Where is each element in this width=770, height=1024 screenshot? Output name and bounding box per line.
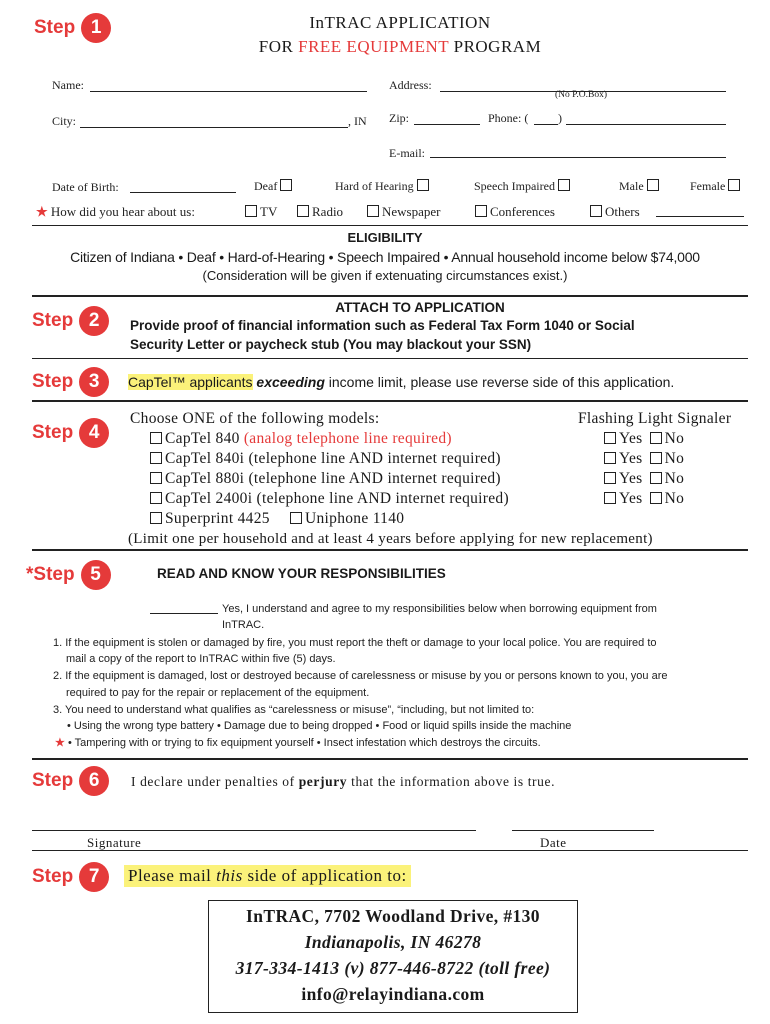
model-checkbox[interactable] [150, 492, 162, 504]
responsibility-1a: 1. If the equipment is stolen or damaged by fire, you must report the theft or damage to your local police. You are required to [53, 637, 657, 649]
address-label: Address: [389, 78, 432, 92]
model-name: CapTel 840i [165, 450, 245, 467]
others-checkbox[interactable] [590, 205, 602, 217]
step-label: *Step [26, 564, 75, 585]
female-checkbox[interactable] [728, 179, 740, 191]
conferences-label: Conferences [490, 204, 555, 219]
model-note: (telephone line AND internet required) [244, 450, 501, 467]
step-label: Step [32, 310, 74, 331]
signaler-no[interactable]: No [650, 490, 685, 507]
divider [32, 850, 748, 851]
signaler-options [604, 429, 684, 509]
step-number: 3 [79, 367, 109, 397]
model-name: Uniphone 1140 [305, 510, 405, 527]
male-checkbox[interactable] [647, 179, 659, 191]
responsibility-1b: mail a copy of the report to InTRAC within five (5) days. [66, 653, 336, 665]
radio-label: Radio [312, 204, 344, 219]
phone-number-field[interactable] [566, 124, 726, 125]
divider [32, 758, 748, 760]
others-field[interactable] [656, 216, 744, 217]
dob-field[interactable] [130, 192, 236, 193]
tv-label: TV [260, 204, 278, 219]
responsibility-3-bullets-2: • Tampering with or trying to fix equipment yourself • Insect infestation which destroys the circuits. [67, 737, 541, 749]
yes-checkbox[interactable] [604, 432, 616, 444]
step-1-badge [34, 13, 111, 43]
step-3-text [128, 374, 674, 390]
tv-option[interactable] [245, 204, 277, 220]
newspaper-option[interactable] [367, 204, 440, 220]
name-field[interactable] [90, 91, 367, 92]
responsibility-3-bullets-1: • Using the wrong type battery • Damage due to being dropped • Food or liquid spills inside the machine [67, 720, 572, 732]
step-number: 6 [79, 766, 109, 796]
dob-label: Date of Birth: [52, 180, 119, 194]
mailing-address-box [208, 900, 578, 1013]
eligibility-heading: ELIGIBILITY [347, 230, 423, 245]
model-checkbox[interactable] [150, 512, 162, 524]
step-7-badge [32, 862, 109, 892]
model-checkbox[interactable] [290, 512, 302, 524]
responsibilities-heading: READ AND KNOW YOUR RESPONSIBILITIES [157, 566, 446, 581]
model-note: (analog telephone line required) [239, 430, 452, 447]
form-title [170, 11, 630, 59]
male-label: Male [619, 179, 644, 193]
phone-area-code-field[interactable] [534, 124, 558, 125]
city-field[interactable] [80, 127, 348, 128]
speech-impaired-checkbox[interactable] [558, 179, 570, 191]
name-label: Name: [52, 78, 84, 92]
signaler-no[interactable]: No [650, 430, 685, 447]
model-note: (telephone line AND internet required) [252, 490, 509, 507]
male-option[interactable] [619, 179, 662, 194]
phone-label: Phone: ( [488, 111, 529, 125]
radio-option[interactable] [297, 204, 343, 220]
no-checkbox[interactable] [650, 492, 662, 504]
newspaper-checkbox[interactable] [367, 205, 379, 217]
agreement-text-line-1: Yes, I understand and agree to my responsibilities below when borrowing equipment from [222, 603, 657, 615]
models-heading: Choose ONE of the following models: [130, 410, 380, 427]
step-5-badge [26, 560, 111, 590]
responsibility-3: 3. You need to understand what qualifies as “carelessness or misuse”, “including, but not limited to: [53, 704, 535, 716]
step-label: Step [32, 770, 74, 791]
eligibility-criteria: Citizen of Indiana • Deaf • Hard-of-Hearing • Speech Impaired • Annual household income below $74,000 [70, 249, 700, 265]
signaler-row [604, 429, 684, 449]
female-label: Female [690, 179, 726, 193]
radio-checkbox[interactable] [297, 205, 309, 217]
step-6-badge [32, 766, 109, 796]
city-label: City: [52, 114, 77, 128]
address-email[interactable]: info@relayindiana.com [301, 984, 485, 1004]
model-option-captel-2400i[interactable] [150, 489, 509, 509]
conferences-checkbox[interactable] [475, 205, 487, 217]
captel-applicants-highlight: CapTel™ applicants [128, 374, 253, 390]
signaler-yes[interactable]: Yes [604, 450, 642, 467]
address-line-1: InTRAC, 7702 Woodland Drive, #130 [246, 906, 540, 926]
hard-of-hearing-label: Hard of Hearing [335, 179, 414, 193]
date-field[interactable] [512, 830, 654, 831]
attach-heading: ATTACH TO APPLICATION [335, 300, 505, 315]
agreement-initials-field[interactable] [150, 613, 218, 614]
replacement-limit-note: (Limit one per household and at least 4 years before applying for new replacement) [128, 531, 653, 547]
model-checkbox[interactable] [150, 472, 162, 484]
zip-label: Zip: [389, 111, 409, 125]
step-3-rest: income limit, please use reverse side of this application. [324, 374, 675, 390]
speech-impaired-option[interactable] [474, 179, 573, 194]
model-name: CapTel 840 [165, 430, 240, 447]
divider [32, 400, 748, 402]
state-label: , IN [348, 114, 367, 128]
step-number: 1 [81, 13, 111, 43]
eligibility-note: (Consideration will be given if extenuating circumstances exist.) [202, 268, 568, 283]
step-number: 4 [79, 418, 109, 448]
yes-checkbox[interactable] [604, 492, 616, 504]
deaf-checkbox[interactable] [280, 179, 292, 191]
female-option[interactable] [690, 179, 743, 194]
signaler-no[interactable]: No [650, 470, 685, 487]
model-option-captel-840i[interactable] [150, 449, 509, 469]
model-name: Superprint 4425 [165, 510, 270, 527]
email-label: E-mail: [389, 146, 425, 160]
star-icon: ★ [55, 737, 65, 749]
step-number: 5 [81, 560, 111, 590]
step-label: Step [34, 17, 76, 38]
no-po-box-note: (No P.O.Box) [555, 90, 607, 100]
responsibility-2b: required to pay for the repair or replacement of the equipment. [66, 687, 370, 699]
exceeding-emphasis: exceeding [256, 374, 325, 390]
address-phone: 317-334-1413 (v) 877-446-8722 (toll free) [235, 958, 551, 978]
hear-about-label: How did you hear about us: [50, 204, 195, 219]
agreement-text-line-2: InTRAC. [222, 619, 265, 631]
deaf-option[interactable] [254, 179, 295, 194]
signaler-yes[interactable]: Yes [604, 470, 642, 487]
divider [32, 295, 748, 297]
hard-of-hearing-checkbox[interactable] [417, 179, 429, 191]
model-checkbox[interactable] [150, 432, 162, 444]
no-checkbox[interactable] [650, 452, 662, 464]
hear-about-row [36, 204, 195, 220]
divider [32, 358, 748, 359]
model-note: (telephone line AND internet required) [244, 470, 501, 487]
model-option-superprint[interactable] [150, 510, 270, 527]
declaration-text: I declare under penalties of perjury that the information above is true. [131, 774, 556, 789]
model-checkbox[interactable] [150, 452, 162, 464]
newspaper-label: Newspaper [382, 204, 441, 219]
date-label: Date [540, 835, 567, 850]
signaler-row [604, 489, 684, 509]
title-line-1: InTRAC APPLICATION [309, 13, 491, 32]
this-emphasis: this [216, 866, 243, 885]
signaler-row [604, 449, 684, 469]
model-option-captel-880i[interactable] [150, 469, 509, 489]
signaler-yes[interactable]: Yes [604, 490, 642, 507]
divider [32, 549, 748, 551]
others-option[interactable] [590, 204, 640, 220]
zip-field[interactable] [414, 124, 480, 125]
step-2-badge [32, 306, 109, 336]
speech-impaired-label: Speech Impaired [474, 179, 555, 193]
step-number: 7 [79, 862, 109, 892]
email-field[interactable] [430, 157, 726, 158]
perjury-emphasis: perjury [298, 774, 348, 789]
attach-text-line-2: Security Letter or paycheck stub (You may blackout your SSN) [130, 337, 532, 352]
signaler-no[interactable]: No [650, 450, 685, 467]
yes-checkbox[interactable] [604, 472, 616, 484]
model-option-uniphone[interactable] [290, 510, 404, 527]
step-3-badge [32, 367, 109, 397]
model-name: CapTel 2400i [165, 490, 253, 507]
tv-checkbox[interactable] [245, 205, 257, 217]
model-name: CapTel 880i [165, 470, 245, 487]
no-checkbox[interactable] [650, 432, 662, 444]
model-option-row-5 [150, 509, 509, 529]
step-label: Step [32, 371, 74, 392]
model-list [150, 429, 509, 529]
yes-checkbox[interactable] [604, 452, 616, 464]
no-checkbox[interactable] [650, 472, 662, 484]
step-label: Step [32, 422, 74, 443]
step-label: Step [32, 866, 74, 887]
deaf-label: Deaf [254, 179, 278, 193]
phone-close-paren: ) [558, 111, 562, 125]
responsibility-2a: 2. If the equipment is damaged, lost or destroyed because of carelessness or misuse by you or persons known to you, you are [53, 670, 668, 682]
step-4-badge [32, 418, 109, 448]
step-number: 2 [79, 306, 109, 336]
signaler-yes[interactable]: Yes [604, 430, 642, 447]
required-star-icon: ★ [36, 204, 48, 219]
model-option-captel-840[interactable] [150, 429, 509, 449]
signaler-heading: Flashing Light Signaler [578, 410, 732, 427]
mail-instruction: Please mail this side of application to: [124, 865, 411, 887]
signature-label: Signature [87, 835, 142, 850]
others-label: Others [605, 204, 640, 219]
responsibility-3-bullets-row [55, 735, 541, 752]
conferences-option[interactable] [475, 204, 555, 220]
signaler-row [604, 469, 684, 489]
divider [32, 225, 748, 226]
title-line-2: FOR FREE EQUIPMENT PROGRAM [258, 37, 542, 56]
hard-of-hearing-option[interactable] [335, 179, 432, 194]
attach-text-line-1: Provide proof of financial information such as Federal Tax Form 1040 or Social [130, 318, 635, 333]
signature-field[interactable] [32, 830, 476, 831]
address-line-2: Indianapolis, IN 46278 [304, 932, 482, 952]
